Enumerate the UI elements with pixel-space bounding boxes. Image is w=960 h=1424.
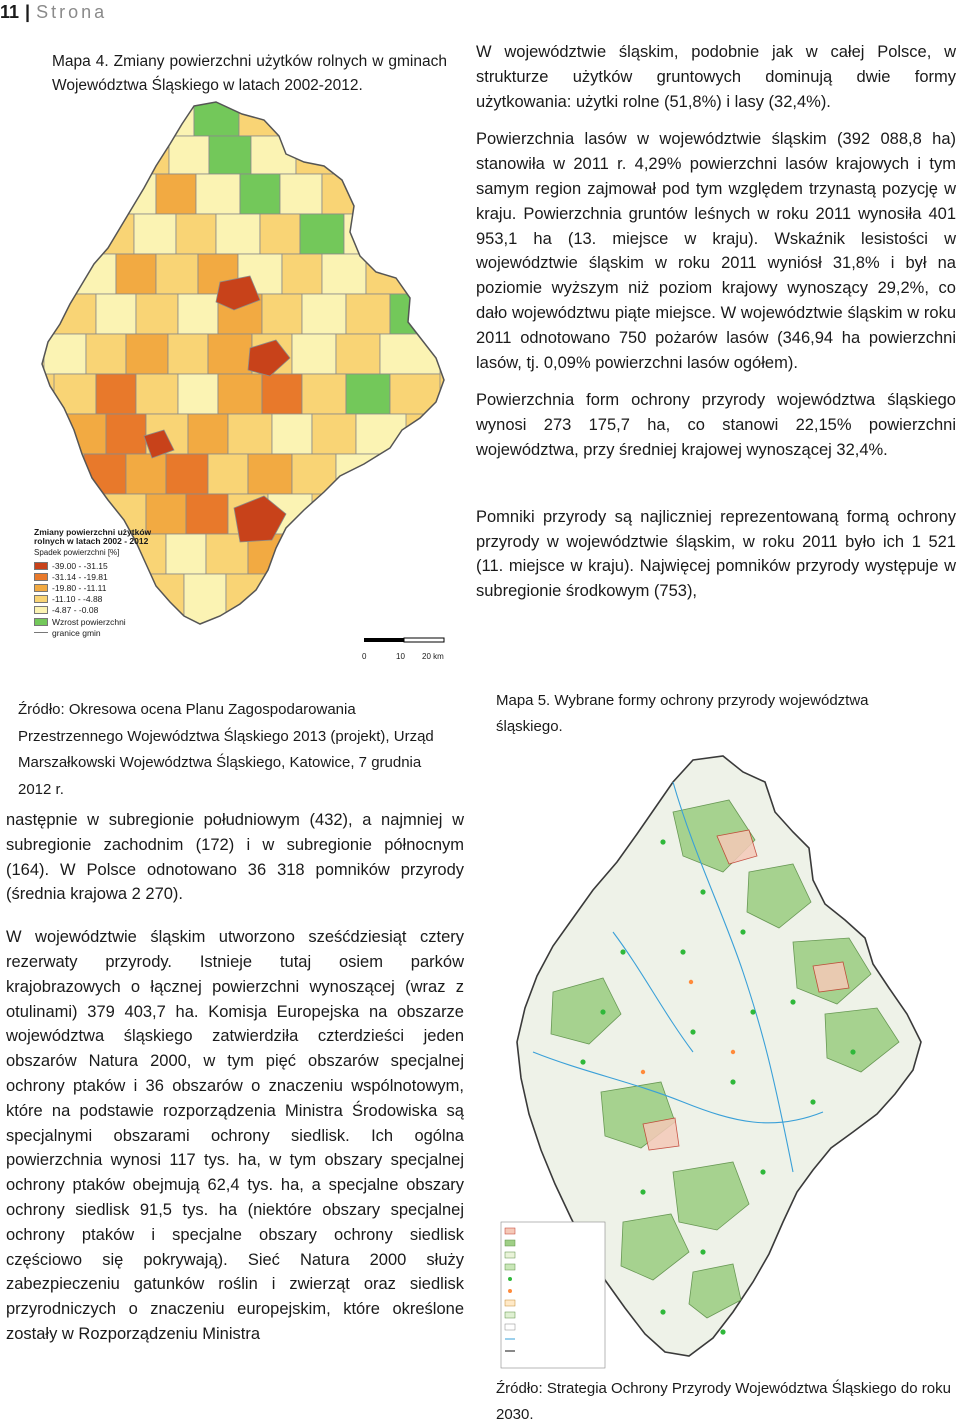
- legend-item: [34, 560, 169, 571]
- paragraph: Powierzchnia lasów w województwie śląskim (392 088,8 ha) stanowiła w 2011 r. 4,29% powierzchni lasów krajowych i tym samym region zajmował pod tym względem trzynastą pozycję w kraju. Powierzchnia gruntów leśnych w roku 2011 wynosiła 401 953,1 ha (13. miejsce w kraju). Wskaźnik lesistości w województwie śląskim w roku 2011 wyniósł 31,8% i był na poziomie wyższym niż poziom krajowy wynoszący 29,2%, co dało województwu piąte miejsce. W województwie śląskim w roku 2011 odnotowano 750 pożarów lasów (346,94 ha powierzchni lasów, tj. 0,09% powierzchni lasów ogółem).: [476, 130, 956, 372]
- legend-swatch: [34, 618, 48, 626]
- paragraph: W województwie śląskim, podobnie jak w całej Polsce, w strukturze użytków gruntowych dominują dwie formy użytkowania: użytki rolne (51,8%) i lasy (32,4%).: [476, 43, 956, 111]
- legend-label: -11.10 - -4.88: [52, 594, 103, 605]
- right-column-text: [476, 40, 956, 617]
- legend-swatch: [34, 584, 48, 592]
- paragraph: W województwie śląskim utworzono sześćdziesiąt cztery rezerwaty przyrody. Istnieje tutaj osiem parków krajobrazowych o łącznej powierzchni wynoszącej (wraz z otulinami) 379 403,7 ha. Komisja Europejska na obszarze województwa śląskiego zatwierdziła czterdzieści jeden obszarów Natura 2000, w tym pięć obszarów specjalnej ochrony ptaków i 36 obszarów o znaczeniu wspólnotowym, które na podstawie rozporządzenia Ministra Środowiska są specjalnymi obszarami ochrony siedlisk. Ich ogólna powierzchnia wynosi 117 tys. ha, w tym obszary specjalnej ochrony ptaków obejmują 62,4 tys. ha, a specjalne obszary ochrony siedlisk 91,5 tys. ha (niektóre obszary specjalnej ochrony ptaków i specjalne obszary ochrony siedlisk częściowo się pokrywają). Sieć Natura 2000 służy zabezpieczeniu gatunków roślin i zwierząt oraz siedlisk przyrodniczych o znaczeniu europejskim, które określone zostały w Rozporządzeniu Ministra: [6, 928, 464, 1343]
- scale-label-zero: 0: [362, 652, 367, 661]
- map5-source: Źródło: Strategia Ochrony Przyrody Województwa Śląskiego do roku 2030.: [496, 1380, 951, 1423]
- scale-label-end: 20 km: [422, 652, 444, 661]
- legend-swatch: [34, 595, 48, 603]
- scale-bar-graphic: [362, 636, 452, 650]
- scale-label-mid: 10: [396, 652, 405, 661]
- map5-protected-areas: [493, 752, 933, 1376]
- map4-source: Źródło: Okresowa ocena Planu Zagospodarowania Przestrzennego Województwa Śląskiego 2013 (projekt), Urząd Marszałkowski Województwa Śląskiego, Katowice, 7 grudnia 2012 r.: [18, 701, 434, 798]
- legend-item: [34, 627, 169, 638]
- legend-label: granice gmin: [52, 627, 101, 638]
- paragraph: Powierzchnia form ochrony przyrody województwa śląskiego wynosi 273 175,7 ha, co stanowi 22,15% powierzchni województwa, przy średniej krajowej wynoszącej 32,4%.: [476, 391, 956, 459]
- paragraph: następnie w subregionie południowym (432), a najmniej w subregionie zachodnim (172) i w subregionie północnym (164). W Polsce odnotowano 36 318 pomników przyrody (średnia krajowa 2 270).: [6, 811, 464, 904]
- legend-item: [34, 582, 169, 593]
- paragraph: Pomniki przyrody są najliczniej reprezentowaną formą ochrony przyrody w województwie śląskim, w roku 2011 było ich 1 521 (11. miejsce w kraju). Najwięcej pomników przyrody występuje w subregionie środkowym (753),: [476, 507, 956, 601]
- page-number: 11: [0, 2, 20, 22]
- map4-caption: Mapa 4. Zmiany powierzchni użytków rolnych w gminach Województwa Śląskiego w latach 2002-2012.: [52, 53, 447, 94]
- map4-legend: [34, 528, 169, 663]
- legend-item: [34, 594, 169, 605]
- page-header: [0, 0, 300, 24]
- legend-label: -19.80 - -11.11: [52, 582, 107, 593]
- legend-label: Wzrost powierzchni: [52, 616, 126, 627]
- legend-label: -31.14 - -19.81: [52, 571, 108, 582]
- left-column-text: [6, 808, 464, 1360]
- legend-item: [34, 616, 169, 627]
- header-separator: |: [25, 2, 31, 22]
- legend-item: [34, 605, 169, 616]
- legend-swatch: [34, 562, 48, 570]
- map5-caption: Mapa 5. Wybrane formy ochrony przyrody województwa śląskiego.: [496, 692, 869, 735]
- map5-legend: [501, 1222, 605, 1368]
- map4-scale-bar: [362, 636, 452, 666]
- legend-swatch: [34, 573, 48, 581]
- legend-title: Zmiany powierzchni użytków rolnych w latach 2002 - 2012: [34, 527, 152, 546]
- legend-swatch: [34, 606, 48, 614]
- legend-subtitle: Spadek powierzchni [%]: [34, 548, 120, 557]
- legend-item: [34, 571, 169, 582]
- legend-label: -4.87 - -0.08: [52, 605, 99, 616]
- legend-label: -39.00 - -31.15: [52, 560, 108, 571]
- page-word: Strona: [36, 2, 108, 22]
- legend-line-swatch: [34, 632, 48, 633]
